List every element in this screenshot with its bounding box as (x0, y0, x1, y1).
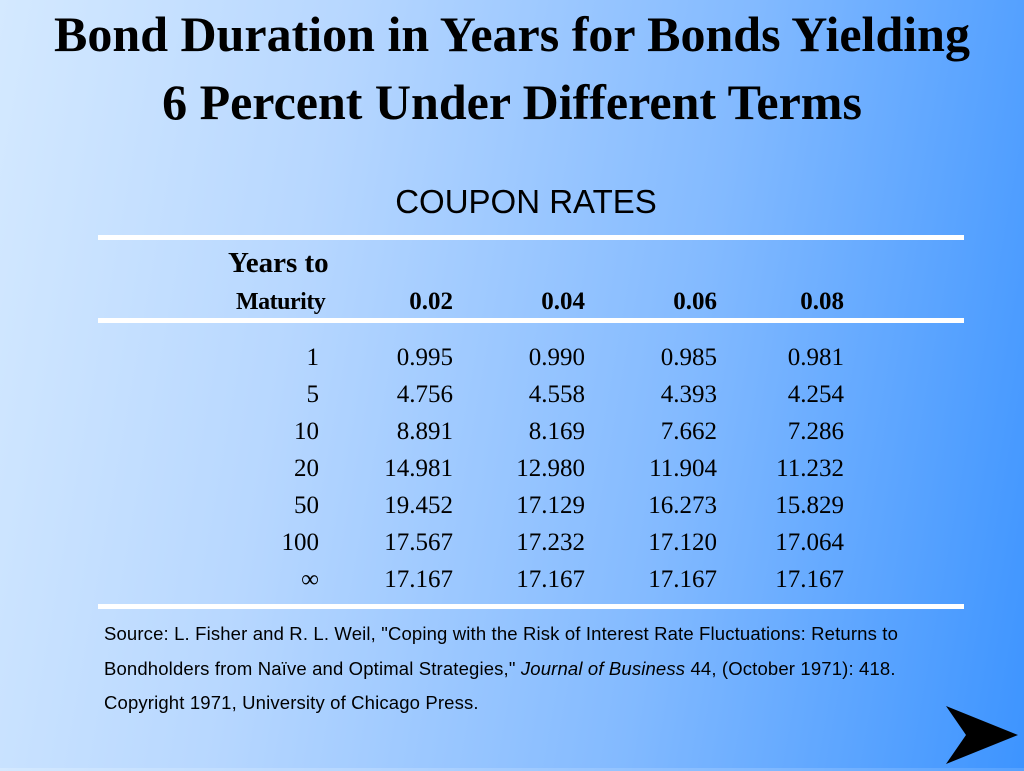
slide-title: Bond Duration in Years for Bonds Yielding 6 Percent Under Different Terms (54, 6, 970, 130)
value-cell: 14.981 (384, 455, 453, 482)
coupon-rates-subtitle: COUPON RATES (395, 183, 657, 220)
value-cell: 7.662 (660, 418, 717, 445)
value-cell: 4.393 (660, 381, 717, 408)
value-cell: 17.167 (384, 566, 453, 593)
value-cell: 17.567 (384, 529, 453, 556)
years-cell: 100 (281, 529, 319, 556)
value-cell: 17.167 (775, 566, 844, 593)
source-text-end: 44, (October 1971): 418. Copyright 1971, University of Chicago Press. (104, 657, 896, 713)
table-row (0, 414, 1024, 451)
header-rate-1: 0.02 (409, 288, 453, 315)
years-cell: 50 (294, 492, 319, 519)
value-cell: 0.981 (787, 344, 844, 371)
table-row (0, 488, 1024, 525)
value-cell: 17.120 (648, 529, 717, 556)
value-cell: 12.980 (516, 455, 585, 482)
table-row (0, 562, 1024, 599)
value-cell: 17.129 (516, 492, 585, 519)
value-cell: 4.756 (396, 381, 453, 408)
value-cell: 0.990 (528, 344, 585, 371)
value-cell: 19.452 (384, 492, 453, 519)
table-top-rule (98, 235, 964, 240)
table-header-rule (98, 318, 964, 323)
header-rate-3: 0.06 (673, 288, 717, 315)
journal-title: Journal of Business (520, 657, 686, 679)
years-cell: 1 (306, 344, 319, 371)
years-cell: 10 (294, 418, 319, 445)
value-cell: 16.273 (648, 492, 717, 519)
years-cell: 5 (306, 381, 319, 408)
table-row (0, 377, 1024, 414)
value-cell: 15.829 (775, 492, 844, 519)
years-cell: 20 (294, 455, 319, 482)
header-rate-2: 0.04 (541, 288, 585, 315)
value-cell: 17.064 (775, 529, 844, 556)
right-arrow-icon[interactable] (946, 704, 1018, 766)
value-cell: 17.167 (516, 566, 585, 593)
header-maturity: Maturity (236, 289, 326, 315)
value-cell: 0.995 (396, 344, 453, 371)
value-cell: 4.558 (528, 381, 585, 408)
table-row (0, 451, 1024, 488)
years-cell: ∞ (301, 566, 319, 593)
value-cell: 8.169 (528, 418, 585, 445)
header-years-to: Years to (228, 247, 329, 279)
source-text: Source: L. Fisher and R. L. Weil, "Coping with the Risk of Interest Rate Fluctuations: Returns to Bondholders from Naïve and Optimal Strategies," (104, 623, 899, 679)
value-cell: 0.985 (660, 344, 717, 371)
header-rate-4: 0.08 (800, 288, 844, 315)
value-cell: 11.232 (776, 455, 844, 482)
table-bottom-rule (98, 604, 964, 609)
value-cell: 17.232 (516, 529, 585, 556)
table-row (0, 525, 1024, 562)
table-row (0, 340, 1024, 377)
source-citation (104, 617, 974, 721)
value-cell: 8.891 (396, 418, 453, 445)
value-cell: 4.254 (787, 381, 844, 408)
value-cell: 17.167 (648, 566, 717, 593)
value-cell: 11.904 (649, 455, 717, 482)
value-cell: 7.286 (787, 418, 844, 445)
